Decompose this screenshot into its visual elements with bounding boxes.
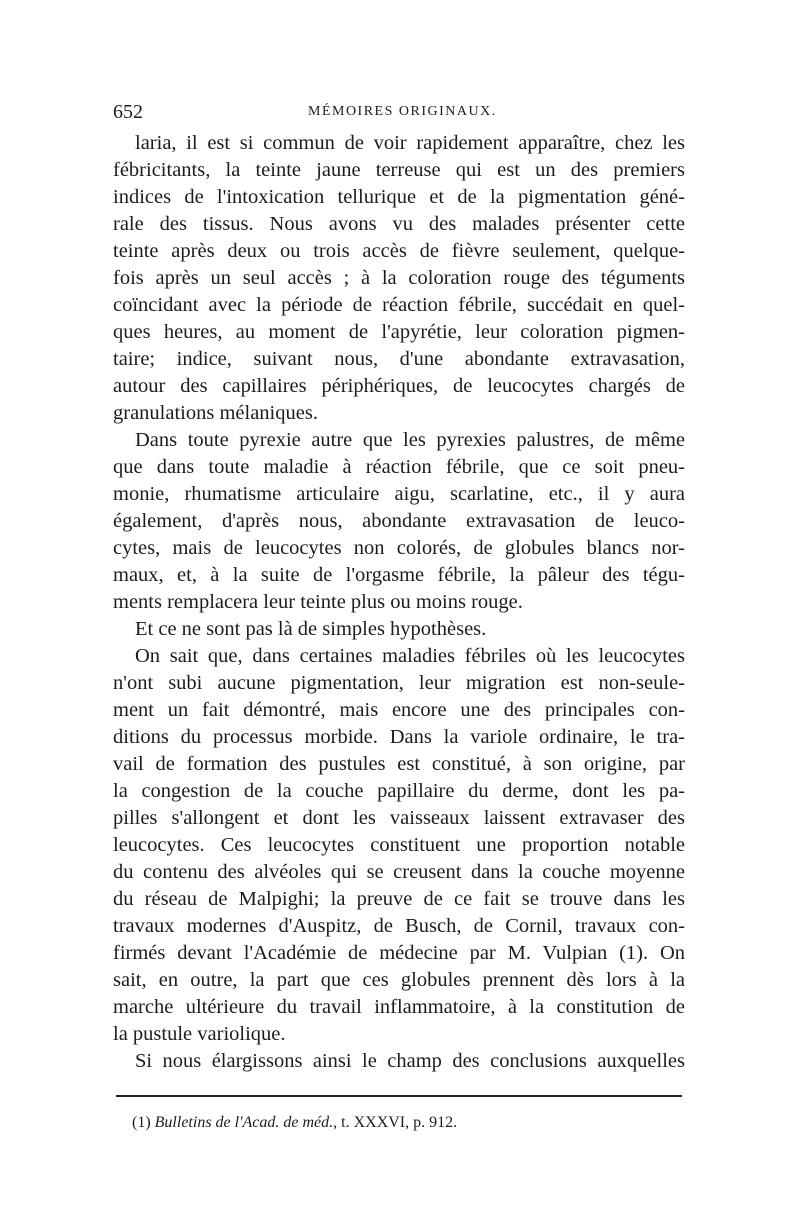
text-line: autour des capillaires périphériques, de leucocytes chargés de: [113, 375, 685, 397]
text-line: indices de l'intoxication tellurique et de la pigmentation géné-: [113, 186, 685, 208]
text-line: coïncidant avec la période de réaction fébrile, succédait en quel-: [113, 294, 685, 316]
text-line: n'ont subi aucune pigmentation, leur migration est non-seule-: [113, 672, 685, 694]
paragraph: [113, 427, 685, 616]
text-line: On sait que, dans certaines maladies fébriles où les leucocytes: [135, 645, 685, 667]
text-line: que dans toute maladie à réaction fébrile, que ce soit pneu-: [113, 456, 685, 478]
text-line: Et ce ne sont pas là de simples hypothèses.: [135, 618, 487, 640]
text-line: teinte après deux ou trois accès de fièvre seulement, quelque-: [113, 240, 685, 262]
text-line: sait, en outre, la part que ces globules prennent dès lors à la: [113, 969, 685, 991]
text-line: ment un fait démontré, mais encore une des principales con-: [113, 699, 685, 721]
text-line: laria, il est si commun de voir rapidement apparaître, chez les: [135, 132, 685, 154]
text-line: pilles s'allongent et dont les vaisseaux laissent extravaser des: [113, 807, 685, 829]
paragraph: [113, 643, 685, 1048]
text-line: firmés devant l'Académie de médecine par M. Vulpian (1). On: [113, 942, 685, 964]
text-line: également, d'après nous, abondante extravasation de leuco-: [113, 510, 685, 532]
footnote-marker: (1): [132, 1114, 151, 1131]
text-line: du contenu des alvéoles qui se creusent dans la couche moyenne: [113, 861, 685, 883]
paragraph: [113, 130, 685, 427]
text-line: maux, et, à la suite de l'orgasme fébrile, la pâleur des tégu-: [113, 564, 685, 586]
text-line: monie, rhumatisme articulaire aigu, scarlatine, etc., il y aura: [113, 483, 685, 505]
text-line: ments remplacera leur teinte plus ou moins rouge.: [113, 591, 523, 613]
page-number: 652: [113, 101, 143, 123]
text-line: Dans toute pyrexie autre que les pyrexies palustres, de même: [135, 429, 685, 451]
text-line: rale des tissus. Nous avons vu des malades présenter cette: [113, 213, 685, 235]
page-header: [113, 97, 683, 127]
text-line: ques heures, au moment de l'apyrétie, leur coloration pigmen-: [113, 321, 685, 343]
running-head: MÉMOIRES ORIGINAUX.: [308, 104, 497, 119]
text-line: du réseau de Malpighi; la preuve de ce fait se trouve dans les: [113, 888, 685, 910]
text-line: la congestion de la couche papillaire du derme, dont les pa-: [113, 780, 685, 802]
text-line: ditions du processus morbide. Dans la variole ordinaire, le tra-: [113, 726, 685, 748]
paragraph: [113, 1048, 685, 1075]
text-line: taire; indice, suivant nous, d'une abondante extravasation,: [113, 348, 685, 370]
footnote-reference: , t. XXXVI, p. 912.: [333, 1114, 458, 1131]
text-line: vail de formation des pustules est constitué, à son origine, par: [113, 753, 685, 775]
paragraph: [113, 616, 685, 643]
body-text: [113, 130, 685, 1075]
text-line: la pustule variolique.: [113, 1023, 286, 1045]
text-line: fois après un seul accès ; à la coloration rouge des téguments: [113, 267, 685, 289]
footnote: [132, 1111, 457, 1135]
text-line: granulations mélaniques.: [113, 402, 318, 424]
text-line: cytes, mais de leucocytes non colorés, de globules blancs nor-: [113, 537, 685, 559]
text-line: leucocytes. Ces leucocytes constituent une proportion notable: [113, 834, 685, 856]
footnote-source: Bulletins de l'Acad. de méd.: [154, 1114, 334, 1131]
text-line: Si nous élargissons ainsi le champ des conclusions auxquelles: [135, 1050, 685, 1072]
text-line: marche ultérieure du travail inflammatoire, à la constitution de: [113, 996, 685, 1018]
text-line: travaux modernes d'Auspitz, de Busch, de Cornil, travaux con-: [113, 915, 685, 937]
text-line: fébricitants, la teinte jaune terreuse qui est un des premiers: [113, 159, 685, 181]
footnote-rule: [116, 1095, 682, 1097]
